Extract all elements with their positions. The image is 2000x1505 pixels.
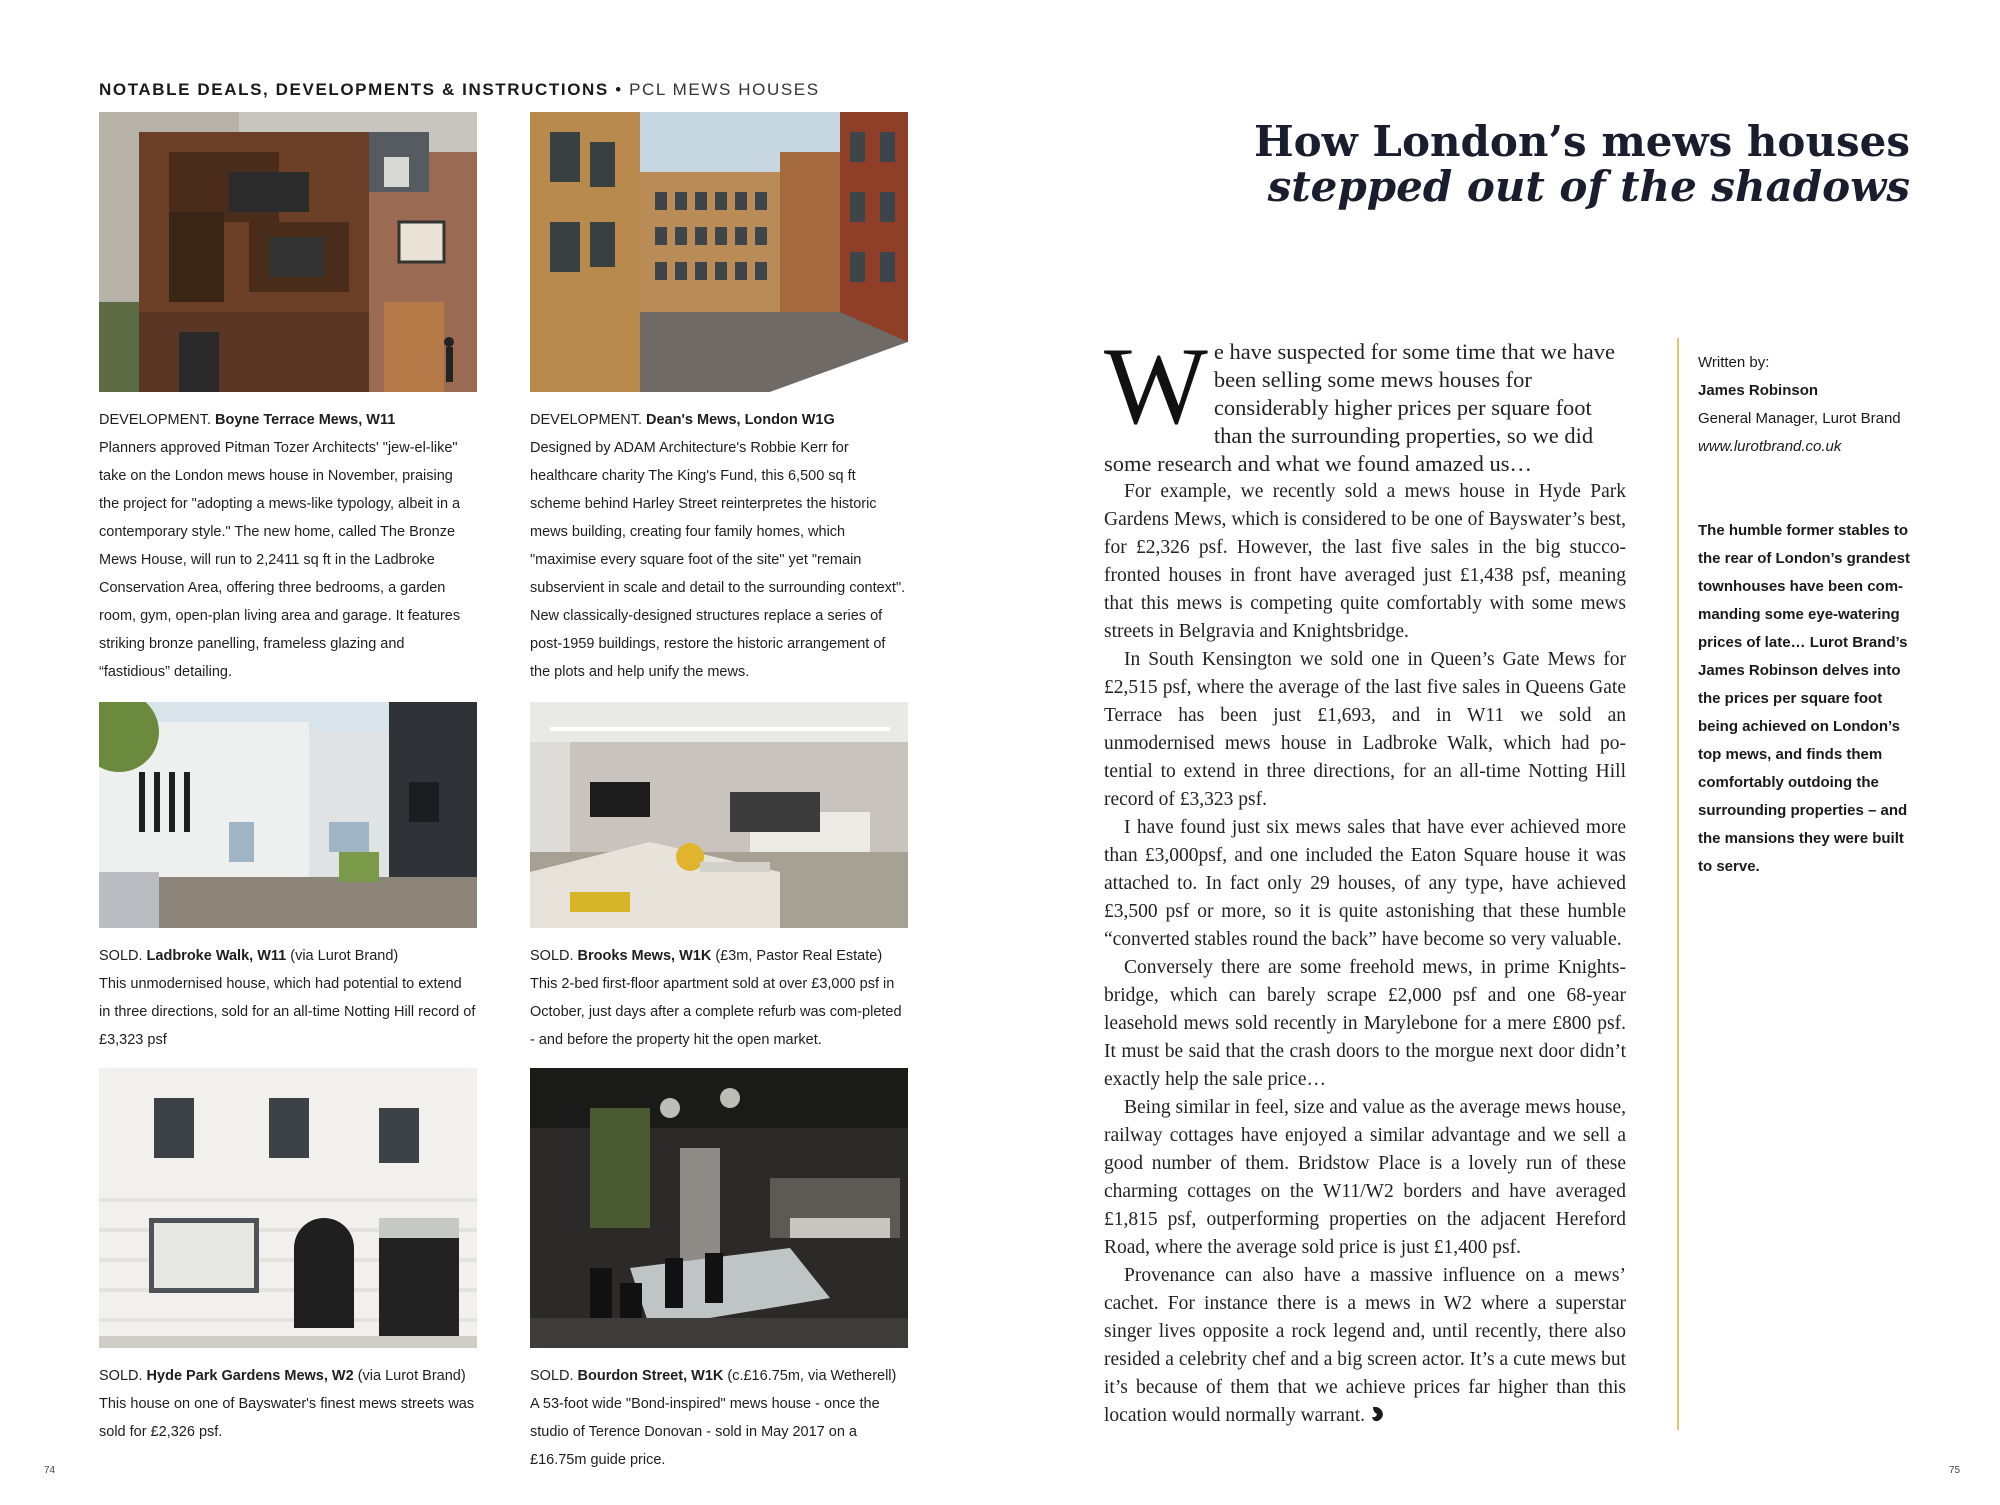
- photo-brooks-mews-interior: [530, 702, 908, 928]
- author-website-link[interactable]: www.lurotbrand.co.uk: [1698, 438, 1842, 455]
- card-caption: [530, 1362, 908, 1474]
- photo-hyde-park-gardens-mews: [99, 1068, 477, 1348]
- deal-card-deans-mews: [530, 112, 908, 686]
- card-title: Bourdon Street, W1K: [577, 1368, 724, 1384]
- photo-ladbroke-walk: [99, 702, 477, 928]
- deal-card-bourdon-street: [530, 1068, 908, 1474]
- author-role: General Manager, Lurot Brand: [1698, 410, 1901, 427]
- card-extra: (c.£16.75m, via Wetherell): [727, 1368, 897, 1384]
- card-caption: [99, 1362, 477, 1446]
- card-title: Brooks Mews, W1K: [577, 948, 712, 964]
- section-subtitle: PCL MEWS HOUSES: [629, 80, 820, 99]
- card-caption: [530, 406, 908, 686]
- deal-card-ladbroke-walk: [99, 702, 477, 1054]
- card-extra: (£3m, Pastor Real Estate): [715, 948, 883, 964]
- sidebar-divider: [1677, 338, 1679, 1430]
- article-paragraph-last: [1104, 1262, 1626, 1430]
- card-text: This unmodernised house, which had potential to extend in three directions, sold for an all-time Notting Hill record of £3,323 psf: [99, 976, 476, 1048]
- article-paragraph: Conversely there are some freehold mews, in prime Knights-bridge, which can barely scrape £2,000 psf and one 68-year leasehold mews sold recently in Marylebone for a mere £800 psf. It must be said that the crash doors to the morgue next door didn’t exactly help the sale price…: [1104, 957, 1626, 1090]
- card-extra: (via Lurot Brand): [357, 1368, 466, 1384]
- card-caption: [99, 406, 477, 686]
- photo-bronze-mews-house: [99, 112, 477, 392]
- photo-bourdon-street-interior: [530, 1068, 908, 1348]
- standfirst: The humble former stables to the rear of London’s grandest townhouses have been com-manding some eye-watering prices of late… Lurot Brand’s James Robinson delves into the prices per square foot being achieved on London’s top mews, and finds them comfortably outdoing the surrounding properties – and the mansions they were built to serve.: [1698, 522, 1910, 875]
- card-label: SOLD.: [530, 1368, 574, 1384]
- article-paragraph: In South Kensington we sold one in Queen’s Gate Mews for £2,515 psf, where the average of the last five sales in Queens Gate Terrace has been just £1,693, and in W11 we sold an unmodernised mews house in Ladbroke Walk, which had po-tential to extend in three directions, for an all-time Notting Hill record of £3,323 psf.: [1104, 649, 1626, 810]
- article-paragraph: For example, we recently sold a mews house in Hyde Park Gardens Mews, which is considered to be one of Bayswater’s best, for £2,326 psf. However, the last five sales in the big stucco-fronted houses in front have averaged just £1,438 psf, meaning that this mews is competing quite comfortably with some mews streets in Belgravia and Knightsbridge.: [1104, 481, 1626, 642]
- deal-card-boyne-terrace: [99, 112, 477, 686]
- section-separator: •: [615, 80, 623, 99]
- photo-deans-mews: [530, 112, 908, 392]
- card-text: Planners approved Pitman Tozer Architects' "jew-el-like" take on the London mews house in November, praising the project for "adopting a mews-like typology, albeit in a contemporary style." The new home, called The Bronze Mews House, will run to 2,2411 sq ft in the Ladbroke Conservation Area, offering three bedrooms, a garden room, gym, open-plan living area and garage. It features striking bronze panelling, frameless glazing and “fastidious” detailing.: [99, 440, 461, 680]
- card-title: Ladbroke Walk, W11: [146, 948, 287, 964]
- deal-card-hyde-park-gardens-mews: [99, 1068, 477, 1446]
- end-mark-icon: [1370, 1405, 1386, 1426]
- card-text: This house on one of Bayswater's finest mews streets was sold for £2,326 psf.: [99, 1396, 475, 1440]
- card-title: Dean's Mews, London W1G: [646, 412, 835, 428]
- article-headline: [1253, 117, 1910, 211]
- card-extra: (via Lurot Brand): [290, 948, 399, 964]
- card-title: Hyde Park Gardens Mews, W2: [146, 1368, 354, 1384]
- deal-card-brooks-mews: [530, 702, 908, 1054]
- card-caption: [99, 942, 477, 1054]
- card-label: DEVELOPMENT.: [99, 412, 211, 428]
- author-sidebar: [1698, 349, 1913, 881]
- card-label: DEVELOPMENT.: [530, 412, 642, 428]
- intro-text: e have suspected for some time that we have been selling some mews houses for considerably higher prices per square foot than the surrounding properties, so we did some research and what we found amazed us…: [1104, 339, 1615, 476]
- card-text: A 53-foot wide "Bond-inspired" mews house - once the studio of Terence Donovan - sold in May 2017 on a £16.75m guide price.: [530, 1396, 880, 1468]
- card-title: Boyne Terrace Mews, W11: [215, 412, 396, 428]
- headline-line-1: How London’s mews houses: [1253, 117, 1910, 166]
- card-label: SOLD.: [99, 948, 143, 964]
- page-number-left: 74: [44, 1465, 56, 1476]
- drop-cap: W: [1104, 325, 1208, 447]
- section-header: [99, 80, 820, 100]
- article-body: [1104, 325, 1626, 1430]
- card-text: Designed by ADAM Architecture's Robbie Kerr for healthcare charity The King's Fund, this 6,500 sq ft scheme behind Harley Street reinterpretes the historic mews building, creating four family homes, which "maximise every square foot of the site" yet "remain subservient in scale and detail to the surrounding context". New classically-designed structures replace a series of post-1959 buildings, restore the historic arrangement of the plots and help unify the mews.: [530, 440, 906, 680]
- card-caption: [530, 942, 908, 1054]
- section-title: NOTABLE DEALS, DEVELOPMENTS & INSTRUCTIONS: [99, 80, 609, 99]
- written-by-label: Written by:: [1698, 354, 1770, 371]
- article-paragraph: Being similar in feel, size and value as the average mews house, railway cottages have enjoyed a similar advantage and we sell a good number of them. Bridstow Place is a lovely run of these charming cottages on the W11/W2 borders and have averaged £1,815 psf, outperforming properties on the adjacent Hereford Road, where the average sold price is just £1,400 psf.: [1104, 1097, 1626, 1258]
- page-number-right: 75: [1949, 1465, 1961, 1476]
- card-label: SOLD.: [530, 948, 574, 964]
- card-text: This 2-bed first-floor apartment sold at over £3,000 psf in October, just days after a complete refurb was com-pleted - and before the property hit the open market.: [530, 976, 902, 1048]
- author-name: James Robinson: [1698, 382, 1819, 399]
- article-paragraph-text: Provenance can also have a massive influence on a mews’ cachet. For instance there is a mews in W2 where a superstar singer lives opposite a rock legend and, until recently, there also resided a celebrity chef and a big screen actor. It’s a cute mews but it’s because of them that we achieve prices far higher than this location would normally warrant.: [1104, 1265, 1626, 1426]
- article-intro: [1104, 325, 1626, 478]
- card-label: SOLD.: [99, 1368, 143, 1384]
- article-paragraph: I have found just six mews sales that have ever achieved more than £3,000psf, and one included the Eaton Square house it was attached to. In fact only 29 houses, of any type, have achieved £3,500 psf or more, so it is quite astonishing that these humble “converted stables round the back” have become so very valuable.: [1104, 817, 1626, 950]
- headline-line-2: stepped out of the shadows: [1267, 162, 1910, 211]
